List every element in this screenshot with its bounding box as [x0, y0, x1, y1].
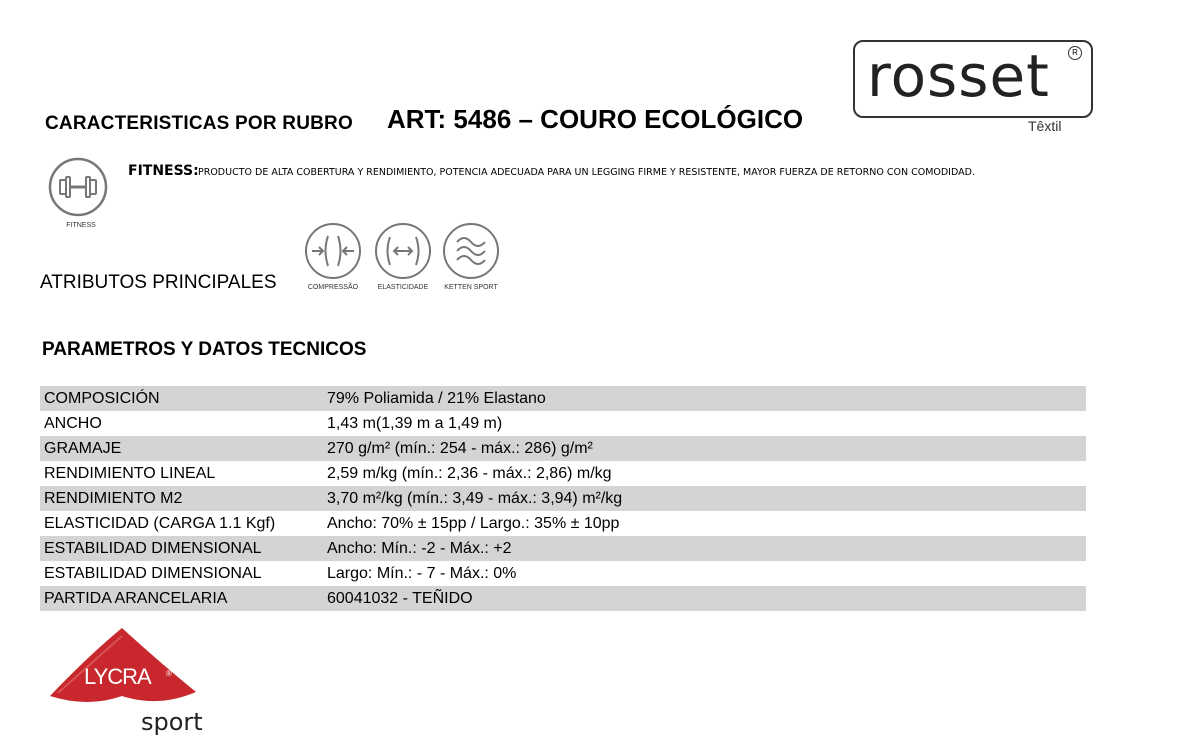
logo-subtitle: Têxtil — [1028, 118, 1062, 134]
param-label: GRAMAJE — [44, 440, 122, 457]
fitness-label: FITNESS: — [128, 163, 199, 179]
fitness-icon-caption: FITNESS — [66, 222, 96, 229]
param-label: RENDIMIENTO M2 — [44, 490, 183, 507]
attribute-ketten-sport — [440, 222, 502, 291]
table-row — [40, 461, 1086, 486]
section-title: CARACTERISTICAS POR RUBRO — [45, 113, 353, 134]
table-row — [40, 411, 1086, 436]
param-value: Ancho: Mín.: -2 - Máx.: +2 — [327, 540, 512, 557]
table-row — [40, 511, 1086, 536]
param-value: 2,59 m/kg (mín.: 2,36 - máx.: 2,86) m/kg — [327, 465, 612, 482]
param-value: Ancho: 70% ± 15pp / Largo.: 35% ± 10pp — [327, 515, 620, 532]
attribute-label: COMPRESSÃO — [307, 284, 359, 291]
dumbbell-icon — [48, 157, 108, 217]
param-label: RENDIMIENTO LINEAL — [44, 465, 216, 482]
param-label: COMPOSICIÓN — [44, 390, 160, 407]
table-row — [40, 536, 1086, 561]
table-row — [40, 586, 1086, 611]
attributes-title: ATRIBUTOS PRINCIPALES — [40, 272, 277, 293]
fitness-description: PRODUCTO DE ALTA COBERTURA Y RENDIMIENTO, POTENCIA ADECUADA PARA UN LEGGING FIRME Y RESISTENTE, MAYOR FUERZA DE RETORNO CON COMODIDAD. — [198, 167, 975, 178]
param-label: PARTIDA ARANCELARIA — [44, 590, 228, 607]
logo-wordmark: rosset — [867, 42, 1050, 110]
lycra-logo — [48, 626, 198, 708]
params-title: PARAMETROS Y DATOS TECNICOS — [42, 339, 367, 360]
param-value: Largo: Mín.: - 7 - Máx.: 0% — [327, 565, 517, 582]
param-value: 3,70 m²/kg (mín.: 3,49 - máx.: 3,94) m²/kg — [327, 490, 623, 507]
lycra-subtitle: sport — [141, 708, 203, 736]
param-value: 79% Poliamida / 21% Elastano — [327, 390, 546, 407]
compression-icon — [304, 222, 362, 280]
param-label: ESTABILIDAD DIMENSIONAL — [44, 540, 262, 557]
param-value: 270 g/m² (mín.: 254 - máx.: 286) g/m² — [327, 440, 593, 457]
ketten-sport-icon — [442, 222, 500, 280]
elasticity-icon — [374, 222, 432, 280]
param-label: ANCHO — [44, 415, 102, 432]
registered-mark: R — [1068, 46, 1082, 60]
param-value: 1,43 m(1,39 m a 1,49 m) — [327, 415, 503, 432]
table-row — [40, 561, 1086, 586]
param-label: ESTABILIDAD DIMENSIONAL — [44, 565, 262, 582]
attribute-label: ELASTICIDADE — [377, 284, 429, 291]
lycra-wordmark: LYCRA — [84, 664, 151, 689]
table-row — [40, 486, 1086, 511]
article-title: ART: 5486 – COURO ECOLÓGICO — [387, 104, 804, 134]
params-table — [40, 386, 1086, 611]
attribute-compression — [302, 222, 364, 291]
table-row — [40, 386, 1086, 411]
lycra-registered: ® — [166, 669, 172, 678]
param-label: ELASTICIDAD (CARGA 1.1 Kgf) — [44, 515, 276, 532]
param-value: 60041032 - TEÑIDO — [327, 590, 473, 607]
table-row — [40, 436, 1086, 461]
attribute-label: KETTEN SPORT — [444, 284, 498, 291]
attribute-elasticity — [372, 222, 434, 291]
